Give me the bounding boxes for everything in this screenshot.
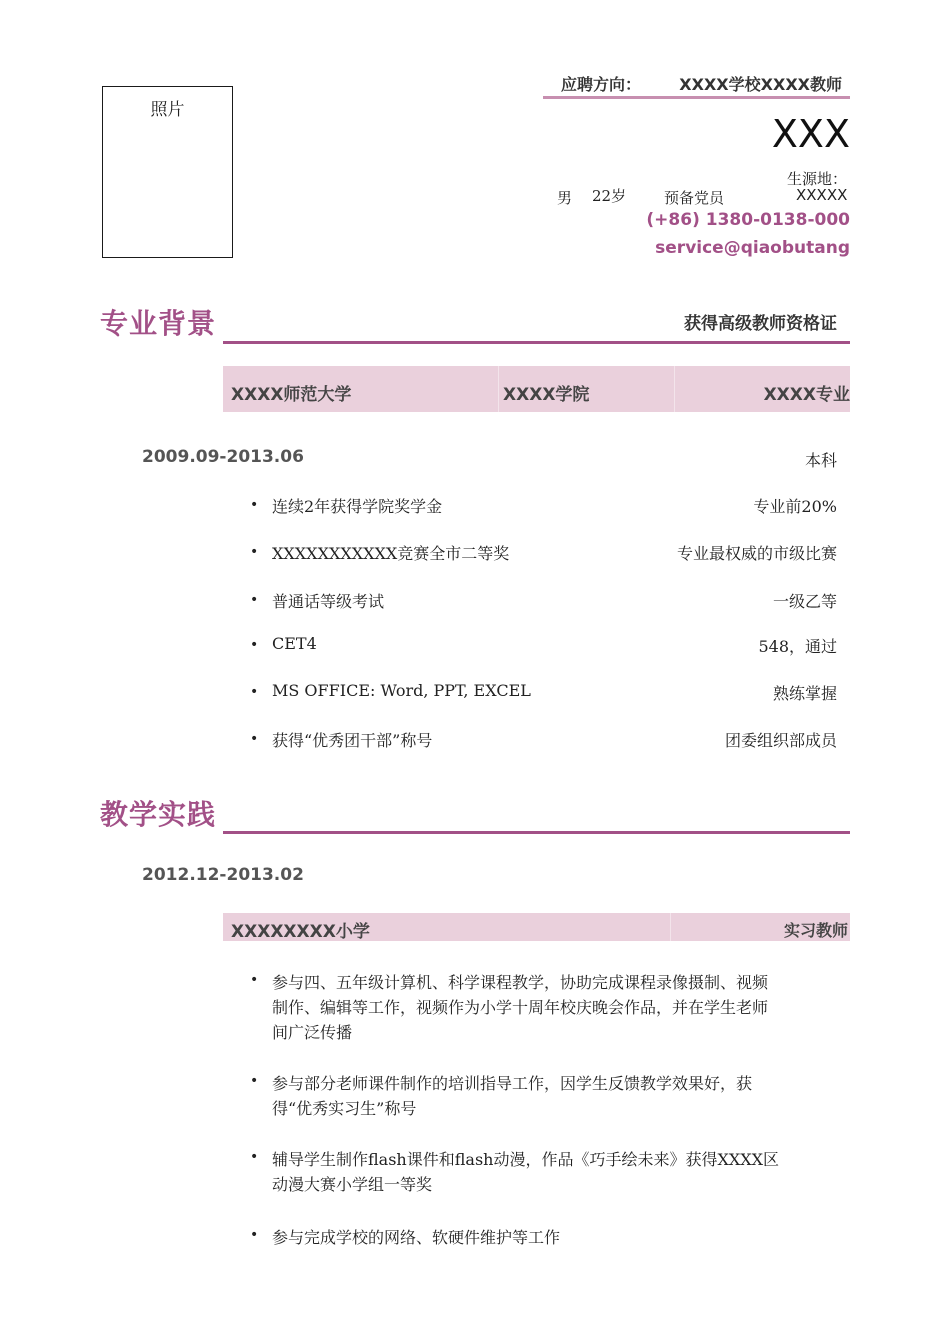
origin-value: XXXXX	[796, 186, 848, 204]
bullet-icon: •	[250, 1227, 259, 1243]
practice-school: XXXXXXXX小学	[231, 922, 370, 942]
list-item	[250, 494, 837, 518]
practice-item-text: 参与四、五年级计算机、科学课程教学，协助完成课程录像摄制、视频制作、编辑等工作，视频作为小学十周年校庆晚会作品，并在学生老师间广泛传播	[272, 973, 769, 1042]
college-name: XXXX学院	[503, 385, 590, 405]
email-address[interactable]: service@qiaobutang	[655, 238, 850, 258]
bullet-icon: •	[250, 637, 259, 653]
list-item	[250, 970, 780, 1045]
list-item	[250, 1071, 780, 1121]
practice-item-text: 参与部分老师课件制作的培训指导工作，因学生反馈教学效果好，获得“优秀实习生”称号	[272, 1074, 753, 1118]
origin-label: 生源地：	[787, 170, 848, 188]
bullet-icon: •	[250, 972, 259, 988]
practice-band	[223, 913, 850, 941]
section-title-education: 专业背景	[100, 307, 217, 340]
practice-item-text: 辅导学生制作flash课件和flash动漫，作品《巧手绘未来》获得XXXX区动漫大赛小学组一等奖	[272, 1150, 780, 1194]
apply-label: 应聘方向：	[561, 75, 642, 94]
photo-placeholder	[102, 86, 233, 258]
achievement-note: 熟练掌握	[772, 684, 837, 703]
achievement-note: 548，通过	[758, 637, 837, 656]
bullet-icon: •	[250, 731, 259, 747]
bullet-icon: •	[250, 1073, 259, 1089]
practice-role: 实习教师	[783, 921, 848, 940]
list-item	[250, 589, 837, 613]
band-divider	[670, 913, 671, 941]
bullet-icon: •	[250, 497, 259, 513]
bullet-icon: •	[250, 544, 259, 560]
photo-label: 照片	[150, 100, 185, 120]
achievement-text: CET4	[272, 634, 317, 653]
achievement-note: 专业最权威的市级比赛	[676, 544, 837, 563]
list-item	[250, 1147, 780, 1197]
major-name: XXXX专业	[763, 385, 850, 405]
achievement-note: 团委组织部成员	[724, 731, 837, 750]
apply-underline	[543, 96, 850, 99]
list-item	[250, 1225, 780, 1250]
list-item	[250, 541, 837, 565]
education-band	[223, 366, 850, 412]
practice-period: 2012.12-2013.02	[142, 865, 304, 885]
age: 22岁	[592, 187, 627, 205]
band-divider	[674, 366, 675, 412]
candidate-name: XXX	[771, 112, 850, 156]
achievement-text: MS OFFICE: Word, PPT, EXCEL	[272, 681, 531, 700]
bullet-icon: •	[250, 1149, 259, 1165]
list-item	[250, 728, 837, 752]
achievement-text: 连续2年获得学院奖学金	[272, 497, 443, 516]
bullet-icon: •	[250, 592, 259, 608]
list-item	[250, 681, 837, 705]
phone-number: (+86) 1380-0138-000	[646, 210, 850, 230]
section-title-practice: 教学实践	[100, 798, 217, 831]
apply-direction	[543, 70, 850, 98]
achievement-note: 一级乙等	[772, 592, 837, 611]
list-item	[250, 634, 837, 658]
section-divider-education	[223, 341, 850, 344]
achievement-note: 专业前20%	[753, 497, 837, 516]
achievement-text: XXXXXXXXXXX竞赛全市二等奖	[272, 544, 510, 563]
degree: 本科	[804, 451, 837, 470]
achievement-text: 普通话等级考试	[272, 592, 385, 611]
certificate: 获得高级教师资格证	[684, 314, 837, 334]
school-name: XXXX师范大学	[231, 385, 352, 405]
gender: 男	[557, 189, 573, 207]
achievement-text: 获得“优秀团干部”称号	[272, 731, 433, 750]
bullet-icon: •	[250, 684, 259, 700]
education-period: 2009.09-2013.06	[142, 447, 304, 467]
apply-value: XXXX学校XXXX教师	[679, 75, 842, 94]
political-status: 预备党员	[664, 189, 725, 207]
section-divider-practice	[223, 831, 850, 834]
practice-item-text: 参与完成学校的网络、软硬件维护等工作	[272, 1228, 561, 1247]
band-divider	[498, 366, 499, 412]
